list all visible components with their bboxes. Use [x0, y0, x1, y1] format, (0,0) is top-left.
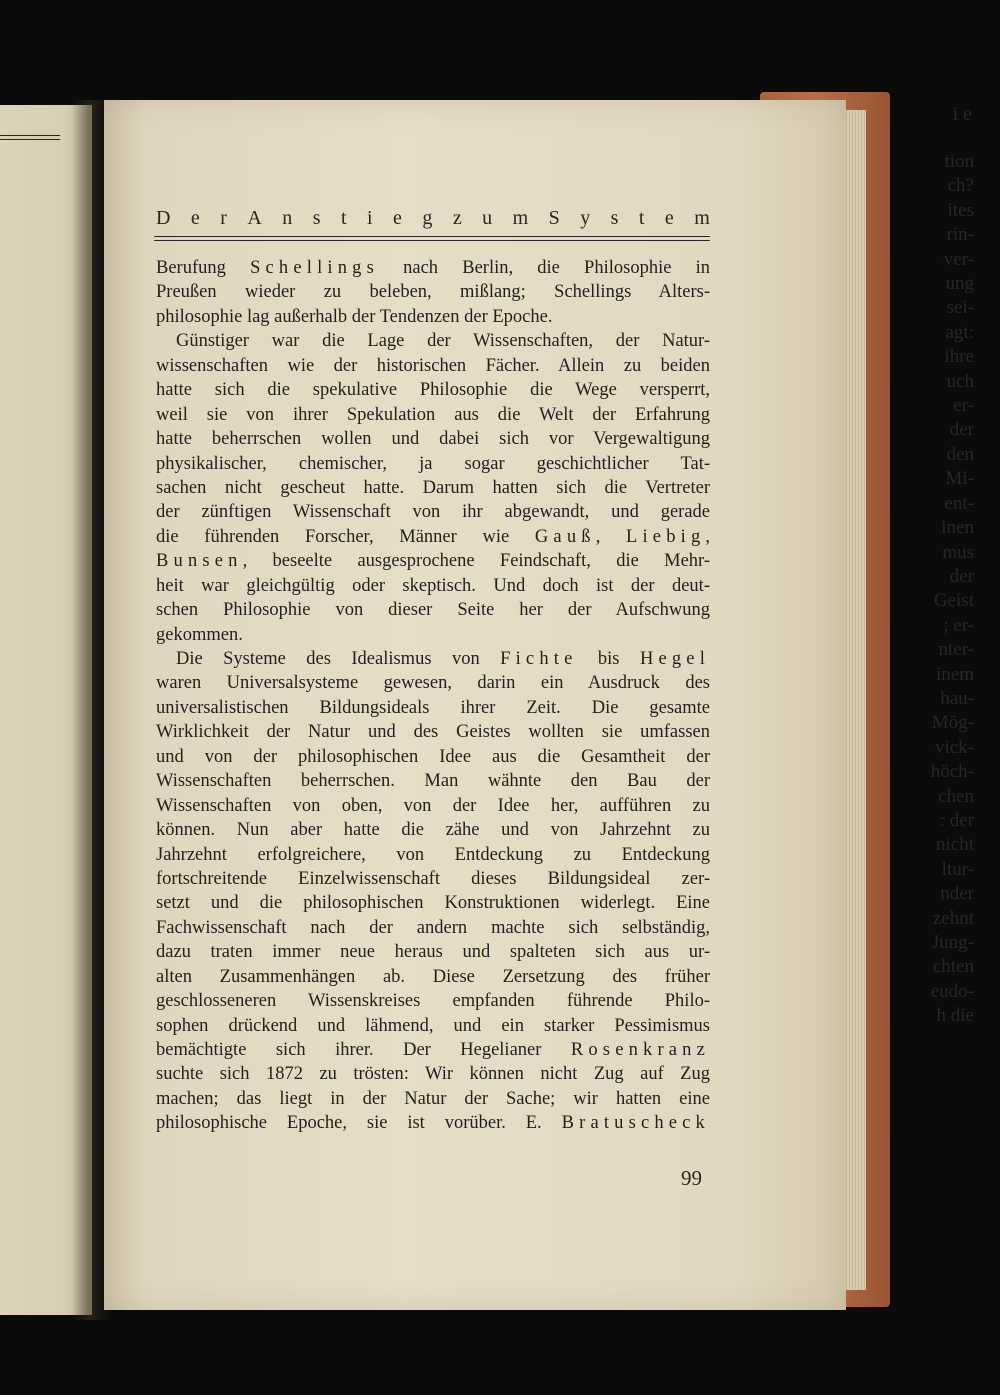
left-page-line-fragment: ent-: [944, 492, 974, 514]
text-run: ,: [595, 526, 626, 547]
text-line: [156, 916, 710, 940]
text-line: [156, 647, 710, 671]
running-head-letter: s: [312, 207, 321, 229]
running-head: [156, 207, 710, 230]
running-head-letter: A: [247, 207, 262, 229]
text-run: hatte beherrschen wollen und dabei sich vor Vergewaltigung: [156, 429, 710, 450]
running-head-rule: [154, 236, 710, 241]
spaced-name: Bunsen: [156, 551, 243, 572]
running-head-letter: i: [367, 207, 373, 229]
text-line: [156, 403, 710, 427]
text-run: der zünftigen Wissenschaft von ihr abgewandt, und gerade: [156, 502, 710, 523]
left-page-line-fragment: mus: [942, 541, 974, 563]
left-page-line-fragment: h die: [936, 1005, 974, 1027]
text-line: [156, 1038, 710, 1062]
running-head-letter: u: [482, 207, 493, 229]
left-page-line-fragment: rin-: [946, 224, 974, 246]
text-run: nach Berlin, die Philosophie in: [378, 258, 710, 278]
text-run: sophen drückend und lähmend, und ein starker Pessimismus: [156, 1015, 710, 1036]
text-line: [156, 891, 710, 915]
running-head-letter: m: [512, 207, 529, 229]
text-run: geschlosseneren Wissenskreises empfanden führende Philo-: [156, 991, 710, 1012]
text-run: philosophische Epoche, sie ist vorüber. E.: [156, 1113, 562, 1134]
left-page-line-fragment: ltur-: [941, 858, 974, 880]
text-run: suchte sich 1872 zu trösten: Wir können nicht Zug auf Zug: [156, 1064, 710, 1085]
body-text: [156, 256, 710, 1136]
running-head-letter: e: [190, 207, 200, 229]
text-line: [156, 671, 710, 695]
text-run: waren Universalsysteme gewesen, darin ein Ausdruck des: [156, 673, 710, 694]
text-run: setzt und die philosophischen Konstruktionen widerlegt. Eine: [156, 893, 710, 914]
left-page-line-fragment: tion: [944, 151, 974, 172]
text-line: [156, 574, 710, 598]
left-page-line-fragment: vick-: [934, 736, 974, 758]
text-line: [156, 940, 710, 964]
left-page-line-fragment: höch-: [930, 761, 974, 783]
running-head-letter: S: [548, 207, 560, 229]
running-head-letter: s: [610, 207, 619, 229]
text-run: Günstiger war die Lage der Wissenschaften, der Natur-: [176, 331, 710, 352]
spaced-name: Gauß: [534, 526, 596, 547]
text-line: [156, 525, 710, 549]
text-run: machen; das liegt in der Natur der Sache; wir hatten eine: [156, 1088, 710, 1109]
left-page-line-fragment: der: [949, 419, 974, 441]
left-page-line-fragment: nter-: [938, 639, 974, 661]
left-page-line-fragment: nder: [940, 883, 974, 905]
left-page-line-fragment: chen: [938, 785, 974, 807]
left-page-line-fragment: agt:: [945, 321, 974, 343]
text-run: gekommen.: [156, 624, 243, 645]
text-line: [156, 354, 710, 378]
left-page-line-fragment: ites: [947, 199, 974, 221]
text-run: weil sie von ihrer Spekulation aus die Welt der Erfahrung: [156, 404, 710, 425]
left-page-line-fragment: eudo-: [930, 980, 974, 1002]
left-page-header-rule: [0, 135, 60, 140]
text-line: [156, 745, 710, 769]
running-head-letter: r: [220, 207, 227, 229]
left-page-line-fragment: inem: [936, 663, 974, 685]
left-page-line-fragment: den: [946, 443, 974, 465]
text-line: [156, 329, 710, 353]
text-line: [156, 280, 710, 304]
running-head-letter: n: [282, 207, 293, 229]
text-line: [156, 867, 710, 891]
text-run: Wissenschaften von oben, von der Idee her, aufführen zu: [156, 795, 710, 816]
text-run: Jahrzehnt erfolgreichere, von Entdeckung zu Entdeckung: [156, 844, 710, 865]
running-head-letter: e: [664, 207, 674, 229]
running-head-letter: t: [340, 207, 347, 229]
text-line: [156, 818, 710, 842]
text-run: schen Philosophie von dieser Seite her der Aufschwung: [156, 600, 710, 621]
running-head-letter: D: [156, 207, 171, 229]
text-run: wissenschaften wie der historischen Fächer. Allein zu beiden: [156, 355, 710, 376]
text-run: philosophie lag außerhalb der Tendenzen der Epoche.: [156, 306, 553, 327]
running-head-letter: z: [452, 207, 462, 229]
running-head-letter: y: [580, 207, 591, 229]
left-page-line-fragment: Jung-: [931, 932, 974, 953]
left-page-line-fragment: : der: [939, 809, 974, 831]
text-line: [156, 476, 710, 500]
text-line: [156, 598, 710, 622]
text-line: [156, 500, 710, 524]
text-run: dazu traten immer neue heraus und spalteten sich aus ur-: [156, 942, 710, 963]
left-page-line-fragment: er-: [953, 395, 974, 417]
text-run: können. Nun aber hatte die zähe und von Jahrzehnt zu: [156, 820, 710, 841]
left-page-line-fragment: ch?: [947, 175, 974, 197]
text-run: heit war gleichgültig oder skeptisch. Und doch ist der deut-: [156, 575, 710, 596]
text-line: [156, 989, 710, 1013]
left-page-header-fragment: i e: [952, 103, 972, 125]
text-line: [156, 378, 710, 402]
text-line: [156, 1087, 710, 1111]
left-page-line-fragment: uch: [946, 370, 974, 392]
text-run: die führenden Forscher, Männer wie: [156, 526, 535, 547]
text-line: [156, 965, 710, 989]
page-number: 99: [681, 1166, 702, 1190]
text-run: sachen nicht gescheut hatte. Darum hatten sich die Vertreter: [156, 477, 710, 498]
text-line: [156, 256, 710, 280]
text-line: [156, 623, 710, 647]
text-run: fortschreitende Einzelwissenschaft dieses Bildungsideal zer-: [156, 868, 710, 889]
left-page-line-fragment: Geist: [933, 590, 974, 612]
spaced-name: Hegel: [639, 649, 710, 669]
left-page-line-fragment: ; er-: [943, 614, 974, 636]
text-run: bis: [577, 649, 640, 669]
text-line: [156, 696, 710, 720]
spaced-name: Bratuscheck: [561, 1113, 710, 1134]
running-head-letter: t: [638, 207, 645, 229]
text-run: und von der philosophischen Idee aus die Gesamtheit der: [156, 746, 710, 767]
text-line: [156, 427, 710, 451]
text-line: [156, 794, 710, 818]
text-run: alten Zusammenhängen ab. Diese Zersetzung des früher: [156, 966, 710, 987]
text-run: universalistischen Bildungsideals ihrer Zeit. Die gesamte: [156, 697, 710, 718]
left-page-text-fragments: [931, 150, 974, 1029]
text-run: Berufung: [156, 258, 251, 278]
spaced-name: Fichte: [500, 649, 578, 669]
spaced-name: Rosenkranz: [570, 1040, 710, 1060]
left-page-line-fragment: ung: [945, 273, 974, 295]
text-run: Die Systeme des Idealismus von: [176, 649, 501, 669]
text-run: ,: [705, 526, 710, 547]
text-run: Fachwissenschaft nach der andern machte sich selbständig,: [156, 917, 710, 938]
text-line: [156, 720, 710, 744]
spaced-name: Schellings: [250, 258, 379, 278]
text-line: [156, 305, 710, 329]
text-run: , beseelte ausgesprochene Feindschaft, die Mehr-: [242, 551, 710, 572]
text-line: [156, 1062, 710, 1086]
running-head-letter: g: [422, 207, 433, 229]
text-line: [156, 452, 710, 476]
left-page-line-fragment: ver-: [943, 248, 974, 270]
text-line: [156, 1111, 710, 1135]
spaced-name: Liebig: [626, 526, 706, 547]
text-run: bemächtigte sich ihrer. Der Hegelianer: [156, 1040, 571, 1060]
left-page-line-fragment: der: [949, 565, 974, 587]
left-page-line-fragment: ihre: [944, 346, 974, 368]
text-line: [156, 843, 710, 867]
text-line: [156, 549, 710, 573]
left-page-line-fragment: zehnt: [932, 907, 974, 929]
left-page-line-fragment: inen: [941, 517, 974, 539]
left-page-line-fragment: chten: [932, 956, 974, 978]
left-page-line-fragment: nicht: [936, 834, 974, 856]
left-page-line-fragment: sei-: [946, 297, 974, 319]
text-run: hatte sich die spekulative Philosophie die Wege versperrt,: [156, 380, 710, 401]
left-page-line-fragment: Mög-: [931, 712, 974, 734]
text-run: Wissenschaften beherrschen. Man wähnte den Bau der: [156, 771, 710, 792]
text-run: physikalischer, chemischer, ja sogar geschichtlicher Tat-: [156, 453, 710, 474]
text-run: Wirklichkeit der Natur und des Geistes wollten sie umfassen: [156, 722, 710, 743]
text-run: Preußen wieder zu beleben, mißlang; Schellings Alters-: [156, 282, 710, 303]
left-page-line-fragment: hau-: [940, 687, 974, 709]
text-line: [156, 1014, 710, 1038]
text-line: [156, 769, 710, 793]
running-head-letter: m: [694, 207, 710, 229]
running-head-letter: e: [393, 207, 402, 229]
left-page-line-fragment: Mi-: [945, 468, 974, 490]
